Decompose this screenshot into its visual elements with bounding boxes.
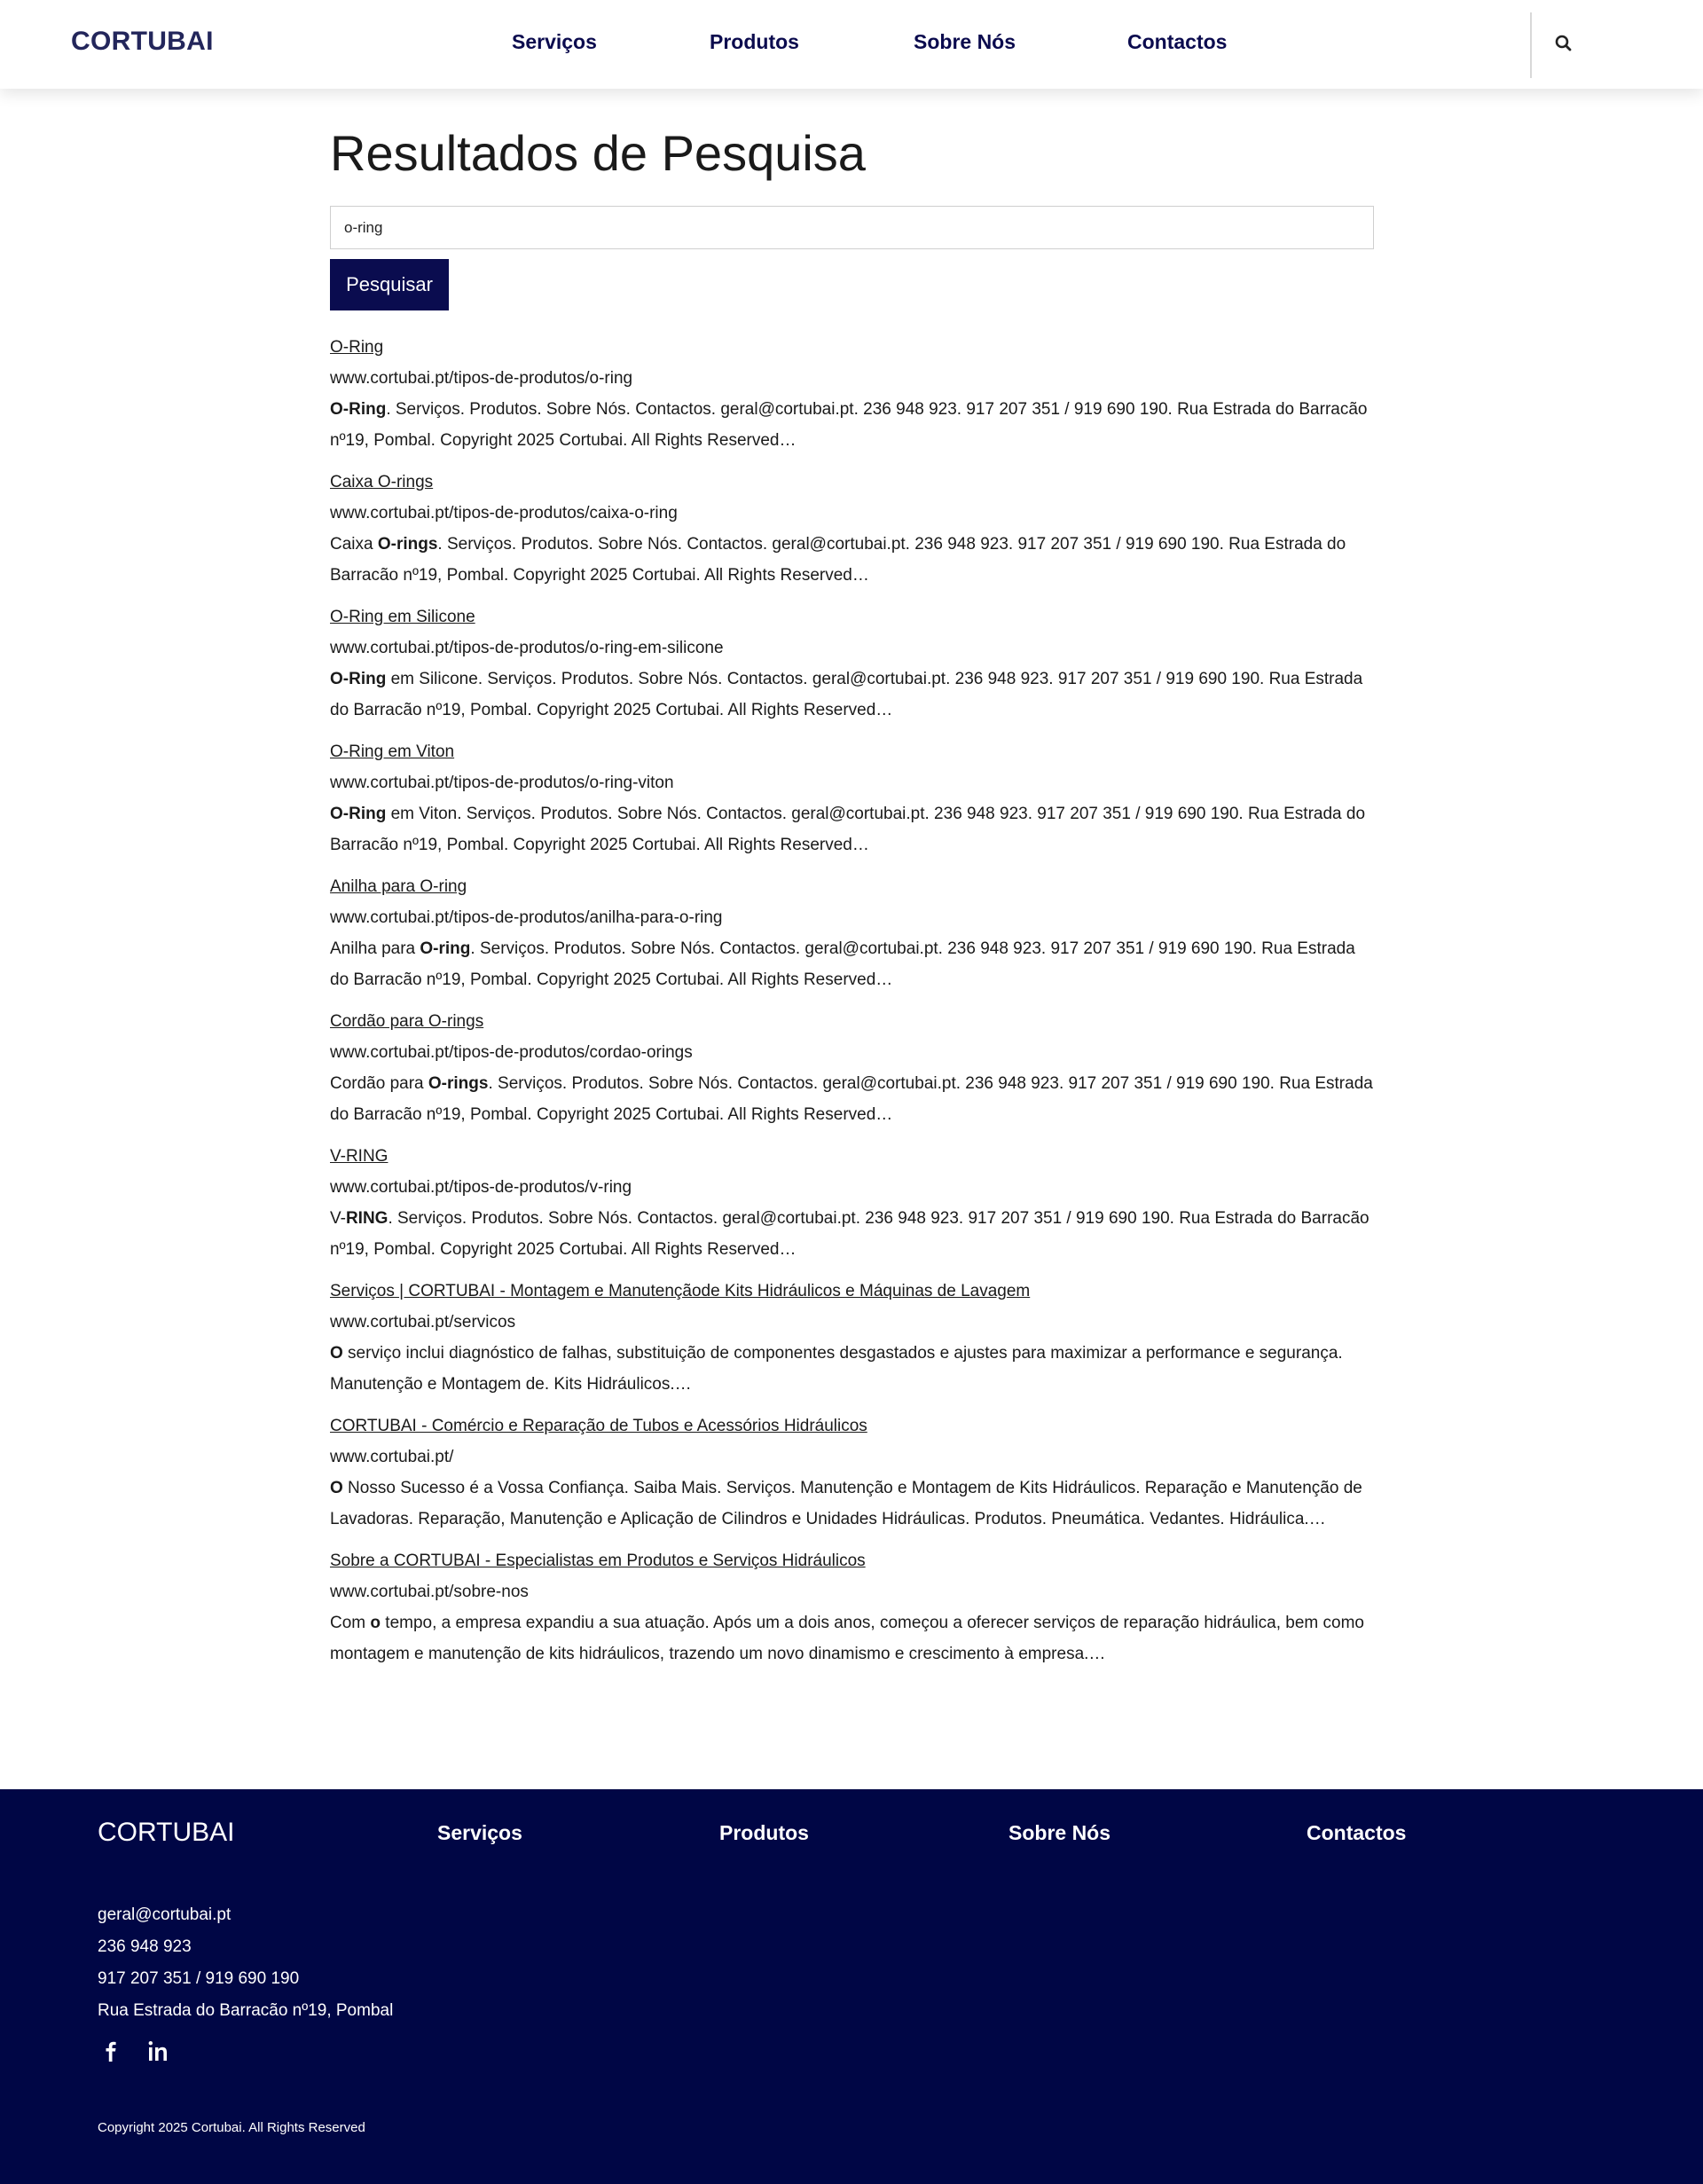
footer-link-sobre-nos[interactable]: Sobre Nós <box>1008 1821 1111 1844</box>
search-icon[interactable] <box>1552 32 1575 55</box>
footer-phone[interactable]: 236 948 923 <box>98 1937 192 1956</box>
result-title-link[interactable]: Serviços | CORTUBAI - Montagem e Manutençãode Kits Hidráulicos e Máquinas de Lavagem <box>330 1282 1031 1300</box>
nav-link-servicos[interactable]: Serviços <box>512 30 597 53</box>
result-item <box>330 1276 1374 1400</box>
linkedin-icon[interactable] <box>145 2038 172 2064</box>
result-snippet: O Nosso Sucesso é a Vossa Confiança. Saiba Mais. Serviços. Manutenção e Montagem de Kits Hidráulicos. Reparação e Manutenção de Lavadoras. Reparação, Manutenção e Aplicação de Cilindros e Unidades Hidráulicas. Produtos. Pneumática. Vedantes. Hidráulica.… <box>330 1479 1362 1528</box>
footer-copyright: Copyright 2025 Cortubai. All Rights Reserved <box>98 2120 365 2135</box>
footer-social <box>98 2038 190 2069</box>
result-item <box>330 601 1374 726</box>
footer-link-servicos[interactable]: Serviços <box>437 1821 522 1844</box>
result-title-link[interactable]: O-Ring em Silicone <box>330 608 475 626</box>
result-item <box>330 736 1374 860</box>
footer-link-produtos[interactable]: Produtos <box>719 1821 809 1844</box>
facebook-icon[interactable] <box>98 2038 124 2064</box>
result-url: www.cortubai.pt/tipos-de-produtos/o-ring-viton <box>330 774 674 792</box>
footer-contact <box>98 1899 393 2027</box>
result-snippet: Cordão para O-rings. Serviços. Produtos. Sobre Nós. Contactos. geral@cortubai.pt. 236 948 923. 917 207 351 / 919 690 190. Rua Estrada do Barracão nº19, Pombal. Copyright 2025 Cortubai. All Rights Reserved… <box>330 1074 1373 1124</box>
result-title-link[interactable]: CORTUBAI - Comércio e Reparação de Tubos e Acessórios Hidráulicos <box>330 1417 867 1435</box>
result-title-link[interactable]: O-Ring <box>330 338 384 357</box>
footer-link-contactos[interactable]: Contactos <box>1307 1821 1407 1844</box>
result-title-link[interactable]: Anilha para O-ring <box>330 877 467 896</box>
result-url: www.cortubai.pt/sobre-nos <box>330 1583 529 1601</box>
results-list <box>330 332 1374 1669</box>
result-url: www.cortubai.pt/ <box>330 1448 454 1466</box>
result-item <box>330 871 1374 995</box>
site-logo[interactable]: CORTUBAI <box>71 27 214 56</box>
footer-mobile[interactable]: 917 207 351 / 919 690 190 <box>98 1969 300 1988</box>
site-footer <box>0 1789 1703 2184</box>
result-title-link[interactable]: O-Ring em Viton <box>330 742 455 761</box>
result-item <box>330 1006 1374 1130</box>
nav-link-produtos[interactable]: Produtos <box>710 30 799 53</box>
result-title-link[interactable]: Cordão para O-rings <box>330 1012 484 1031</box>
result-snippet: Com o tempo, a empresa expandiu a sua atuação. Após um a dois anos, começou a oferecer serviços de reparação hidráulica, bem como montagem e manutenção de kits hidráulicos, trazendo um novo dinamismo e crescimento à empresa.… <box>330 1614 1364 1663</box>
result-item <box>330 467 1374 591</box>
result-snippet: Caixa O-rings. Serviços. Produtos. Sobre Nós. Contactos. geral@cortubai.pt. 236 948 923. 917 207 351 / 919 690 190. Rua Estrada do Barracão nº19, Pombal. Copyright 2025 Cortubai. All Rights Reserved… <box>330 535 1346 585</box>
result-item <box>330 1141 1374 1265</box>
result-title-link[interactable]: Sobre a CORTUBAI - Especialistas em Produtos e Serviços Hidráulicos <box>330 1552 866 1570</box>
result-item <box>330 1545 1374 1669</box>
result-title-link[interactable]: Caixa O-rings <box>330 473 434 491</box>
header-divider <box>1530 12 1532 78</box>
site-header <box>0 0 1703 89</box>
nav-link-contactos[interactable]: Contactos <box>1127 30 1228 53</box>
footer-address: Rua Estrada do Barracão nº19, Pombal <box>98 2001 394 2020</box>
result-url: www.cortubai.pt/tipos-de-produtos/v-ring <box>330 1178 632 1197</box>
result-snippet: O-Ring em Viton. Serviços. Produtos. Sobre Nós. Contactos. geral@cortubai.pt. 236 948 923. 917 207 351 / 919 690 190. Rua Estrada do Barracão nº19, Pombal. Copyright 2025 Cortubai. All Rights Reserved… <box>330 805 1366 854</box>
page-title: Resultados de Pesquisa <box>330 125 866 181</box>
search-submit-button[interactable]: Pesquisar <box>330 259 449 310</box>
result-snippet: O-Ring em Silicone. Serviços. Produtos. Sobre Nós. Contactos. geral@cortubai.pt. 236 948 923. 917 207 351 / 919 690 190. Rua Estrada do Barracão nº19, Pombal. Copyright 2025 Cortubai. All Rights Reserved… <box>330 670 1363 719</box>
result-snippet: Anilha para O-ring. Serviços. Produtos. Sobre Nós. Contactos. geral@cortubai.pt. 236 948 923. 917 207 351 / 919 690 190. Rua Estrada do Barracão nº19, Pombal. Copyright 2025 Cortubai. All Rights Reserved… <box>330 939 1355 989</box>
result-url: www.cortubai.pt/tipos-de-produtos/caixa-o-ring <box>330 504 678 522</box>
result-url: www.cortubai.pt/tipos-de-produtos/o-ring-em-silicone <box>330 639 724 657</box>
result-snippet: V-RING. Serviços. Produtos. Sobre Nós. Contactos. geral@cortubai.pt. 236 948 923. 917 207 351 / 919 690 190. Rua Estrada do Barracão nº19, Pombal. Copyright 2025 Cortubai. All Rights Reserved… <box>330 1209 1369 1259</box>
result-snippet: O-Ring. Serviços. Produtos. Sobre Nós. Contactos. geral@cortubai.pt. 236 948 923. 917 207 351 / 919 690 190. Rua Estrada do Barracão nº19, Pombal. Copyright 2025 Cortubai. All Rights Reserved… <box>330 400 1368 450</box>
result-url: www.cortubai.pt/servicos <box>330 1313 516 1332</box>
result-item <box>330 332 1374 456</box>
result-url: www.cortubai.pt/tipos-de-produtos/o-ring <box>330 369 633 388</box>
result-item <box>330 1410 1374 1535</box>
nav-link-sobre-nos[interactable]: Sobre Nós <box>914 30 1016 53</box>
footer-logo[interactable]: CORTUBAI <box>98 1818 235 1847</box>
result-url: www.cortubai.pt/tipos-de-produtos/anilha-para-o-ring <box>330 908 723 927</box>
footer-email[interactable]: geral@cortubai.pt <box>98 1905 232 1924</box>
result-snippet: O serviço inclui diagnóstico de falhas, substituição de componentes desgastados e ajustes para maximizar a performance e segurança. Manutenção e Montagem de. Kits Hidráulicos.… <box>330 1344 1343 1394</box>
search-results-page <box>330 122 1374 1680</box>
result-title-link[interactable]: V-RING <box>330 1147 388 1166</box>
search-input[interactable] <box>330 206 1374 249</box>
result-url: www.cortubai.pt/tipos-de-produtos/cordao-orings <box>330 1043 693 1062</box>
